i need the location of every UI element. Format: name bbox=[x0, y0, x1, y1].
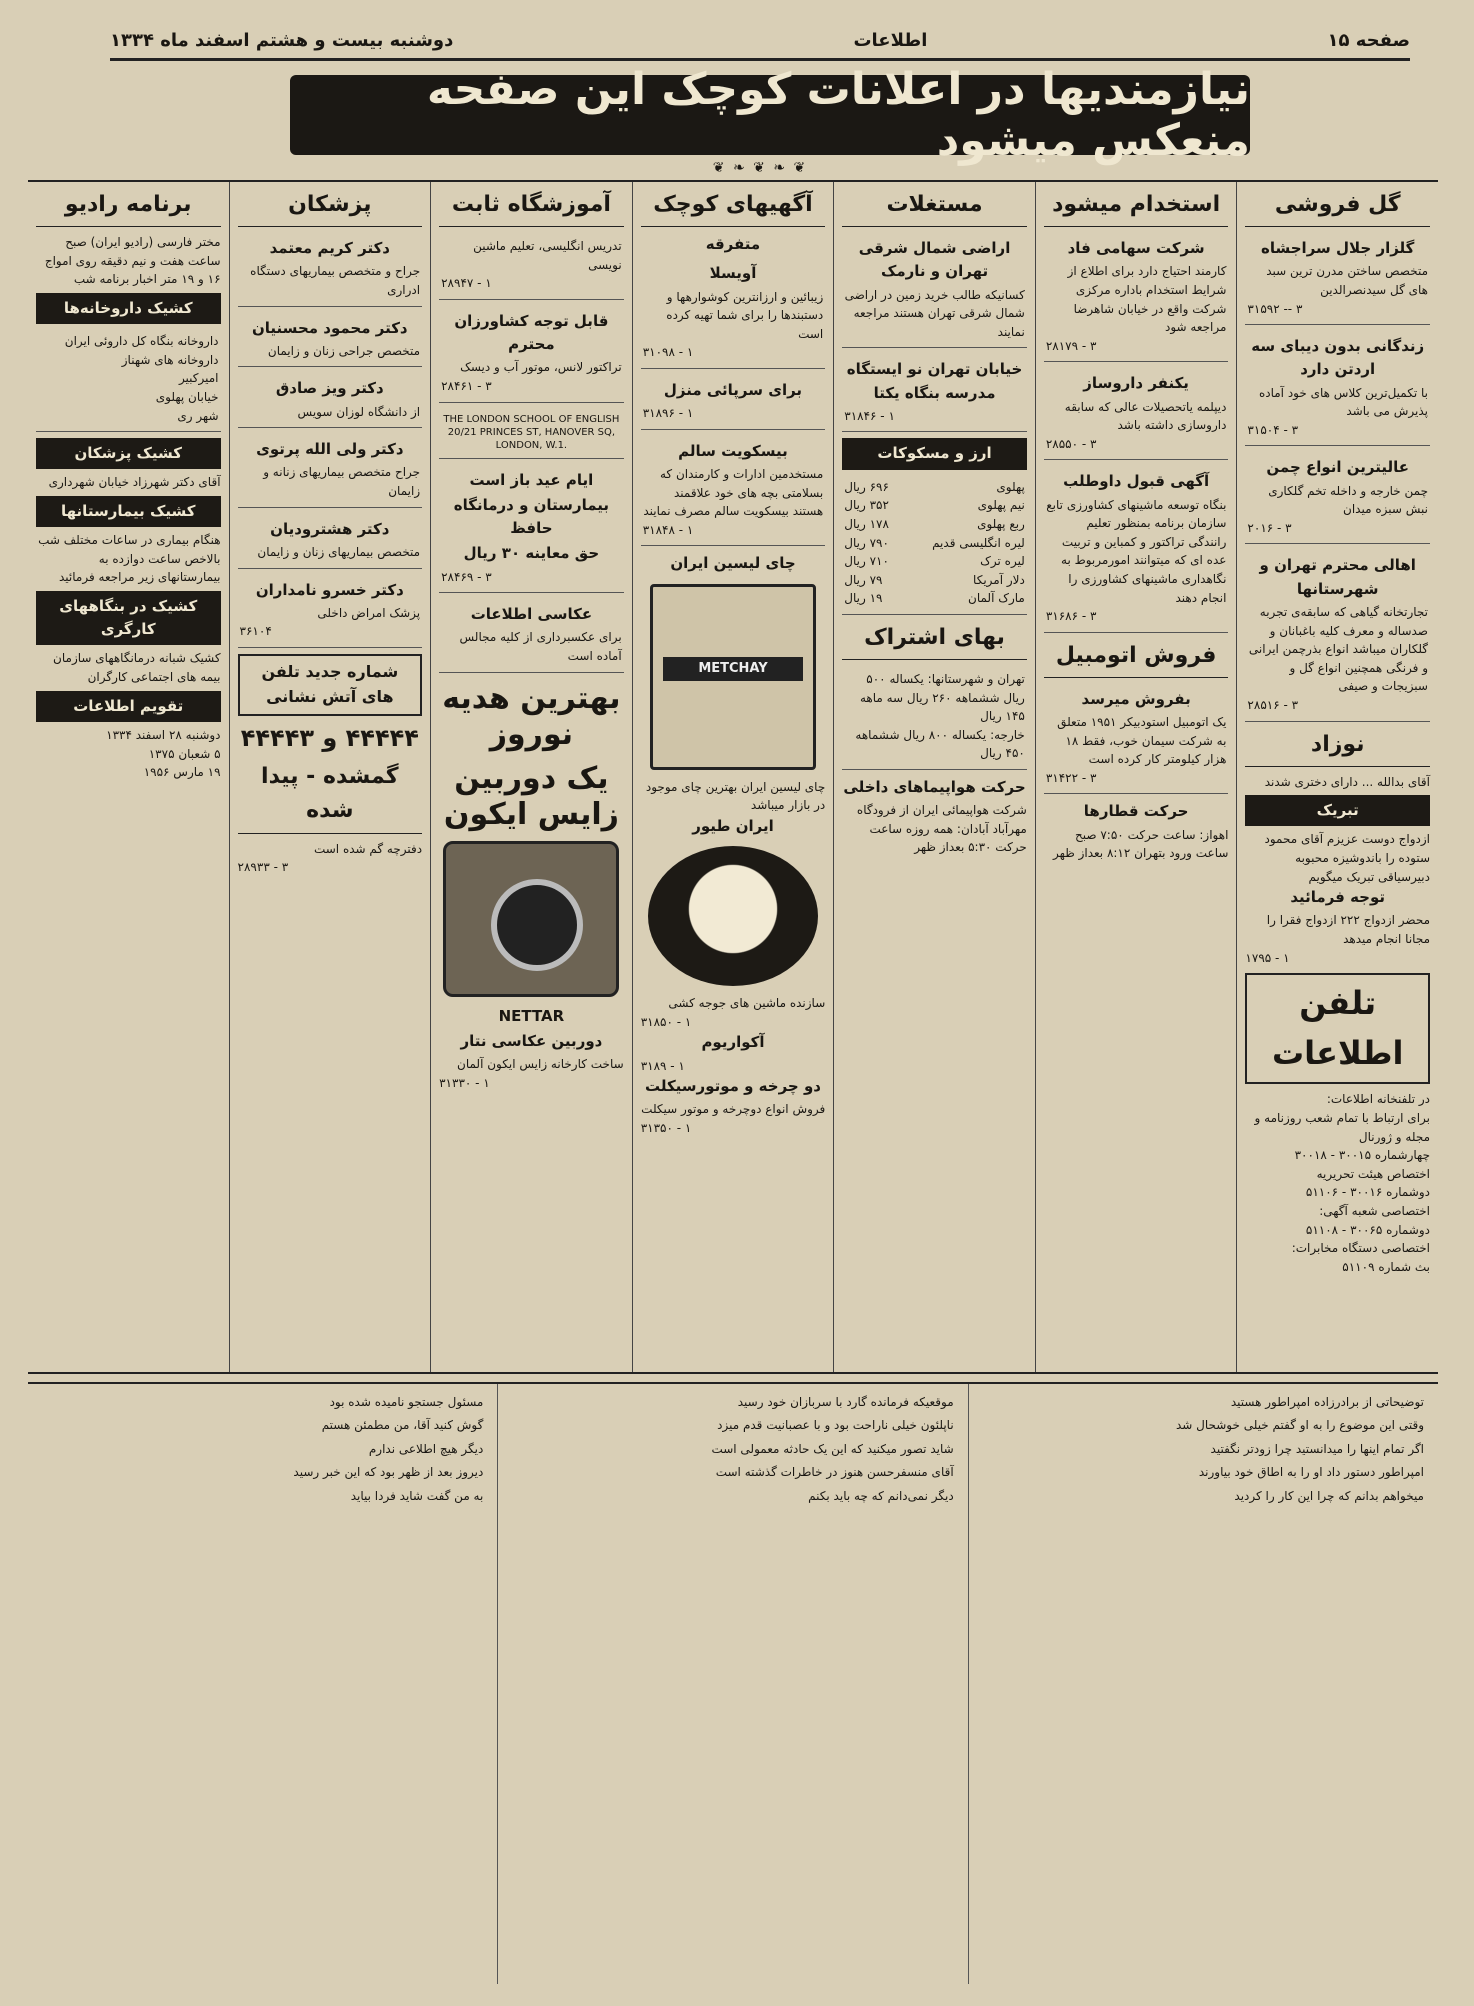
ad-item bbox=[238, 373, 423, 428]
camera-lens bbox=[491, 879, 583, 971]
labor-duty-title: کشیک در بنگاههای کارگری bbox=[36, 591, 221, 646]
price-value: ۷۱۰ ریال bbox=[844, 554, 889, 569]
london-title: THE LONDON SCHOOL OF ENGLISH bbox=[443, 413, 620, 425]
story-line: مسئول جستجو نامیده شده بود bbox=[329, 1395, 484, 1409]
ad-body: تراکتور لانس، موتور آب و دیسک bbox=[460, 360, 622, 375]
ad-item bbox=[842, 354, 1027, 432]
ad-body: با تکمیل‌ترین کلاس های خود آماده پذیرش می باشد bbox=[1258, 385, 1428, 419]
ornament-divider: ❦ ❧ ❦ ❧ ❦ bbox=[712, 160, 808, 176]
column-title: آموزشگاه ثابت bbox=[439, 188, 624, 227]
hospital-fee: حق معاینه ۳۰ ریال bbox=[463, 544, 600, 563]
ad-title: یکنفر داروساز bbox=[1083, 374, 1189, 393]
ad-title: دکتر ویز صادق bbox=[275, 379, 384, 398]
story-line: آقای منسفرحسن هنوز در خاطرات گذشته است bbox=[715, 1465, 954, 1480]
ad-body: متخصص جراحی زنان و زایمان bbox=[267, 343, 421, 358]
camera-ad-code: ۳۱۳۳۰ - ۱ bbox=[439, 1075, 490, 1090]
pharmacy-list bbox=[36, 328, 221, 432]
phone-line: اختصاصی شعبه آگهی: bbox=[1319, 1204, 1430, 1218]
lost-found-title: گمشده - پیدا شده bbox=[238, 760, 423, 833]
pharmacy-item: خیابان پهلوی bbox=[155, 389, 219, 404]
bikes-code: ۳۱۳۵۰ - ۱ bbox=[640, 1121, 692, 1135]
story-line: اگر تمام اینها را میدانستید چرا زودتر نگفتید bbox=[1210, 1441, 1424, 1456]
ad-item bbox=[641, 258, 826, 369]
story-line: ناپلئون خیلی ناراحت بود و با عصبانیت قدم میزد bbox=[717, 1418, 954, 1433]
hospital-code: ۲۸۴۶۹ - ۳ bbox=[441, 569, 492, 584]
ad-title: دکتر هشترودیان bbox=[270, 519, 390, 538]
trains-title: حرکت قطارها bbox=[1083, 802, 1189, 821]
pharmacy-item: داروخانه بنگاه کل داروئی ایران bbox=[64, 334, 219, 349]
ad-code: ۳۱۵۰۴ - ۳ bbox=[1247, 422, 1299, 437]
price-label: لیره ترک bbox=[980, 554, 1025, 569]
ad-body: جراح متخصص بیماریهای زنانه و زایمان bbox=[263, 465, 421, 499]
ad-title: بیسکویت سالم bbox=[678, 441, 788, 460]
ad-body: متخصص ساختن مدرن ترین سبد های گل سیدنصرالدین bbox=[1266, 264, 1428, 297]
ad-code: ۳۱۵۹۲ -- ۳ bbox=[1247, 301, 1303, 316]
ad-title: گلزار جلال سراجشاه bbox=[1261, 239, 1415, 258]
trains-body: اهواز: ساعت حرکت ۷:۵۰ صبح ساعت ورود بتهران ۸:۱۲ بعداز ظهر bbox=[1053, 827, 1229, 861]
story-line: به من گفت شاید فردا بیاید bbox=[350, 1488, 484, 1503]
phone-title: تلفن اطلاعات bbox=[1245, 973, 1430, 1084]
photo-title: عکاسی اطلاعات bbox=[470, 605, 593, 624]
ad-code: ۳۱۸۴۶ - ۱ bbox=[844, 408, 895, 423]
auto-title: فروش اتومبیل bbox=[1044, 639, 1229, 678]
flights-title: حرکت هواپیماهای داخلی bbox=[843, 777, 1026, 796]
ad-title: بفروش میرسد bbox=[1081, 689, 1191, 708]
ad-body: زیبائین و ارزانترین کوشوارهها و دستبندها را برای شما تهیه کرده است bbox=[666, 289, 824, 341]
phone-line: برای ارتباط با تمام شعب روزنامه و مجله و ژورنال bbox=[1254, 1111, 1430, 1144]
tea-label: METCHAY bbox=[663, 657, 803, 681]
ad-item bbox=[1044, 684, 1229, 795]
photo-body: برای عکسبرداری از کلیه مجالس آماده است bbox=[459, 630, 622, 663]
paper-name: اطلاعات bbox=[853, 29, 928, 51]
camera-image bbox=[443, 841, 619, 997]
ad-item bbox=[1245, 550, 1430, 721]
ad-item bbox=[641, 375, 826, 430]
phone-line: اختصاص هیئت تحریریه bbox=[1316, 1166, 1430, 1181]
tabrik-title: تبریک bbox=[1245, 795, 1430, 826]
nozad-body: آقای بدالله ... دارای دختری شدند bbox=[1264, 774, 1430, 789]
london-address: 20/21 PRINCES ST, HANOVER SQ, LONDON, W.1. bbox=[447, 426, 616, 451]
story-column-left bbox=[28, 1384, 497, 1984]
hospital-duty-body: هنگام بیماری در ساعات مختلف شب بالاخص ساعت دوازده به بیمارستانهای زیر مراجعه فرمائید bbox=[38, 533, 221, 585]
ad-code: ۲۸۴۶۱ - ۳ bbox=[441, 378, 492, 393]
ad-body: پزشک امراض داخلی bbox=[317, 605, 421, 620]
ad-title: برای سرپائی منزل bbox=[663, 380, 803, 399]
fire-phone-numbers: ۴۴۴۴۴ و ۴۴۴۴۳ bbox=[240, 723, 419, 752]
ad-item bbox=[1245, 452, 1430, 544]
column-doctors bbox=[229, 182, 431, 1372]
price-row bbox=[844, 478, 1025, 497]
london-school-ad bbox=[439, 409, 624, 459]
flights-body: شرکت هواپیمائی ایران از فرودگاه مهرآباد آبادان: همه روزه ساعت حرکت ۵:۳۰ بعداز ظهر bbox=[856, 803, 1027, 855]
pharmacy-item: داروخانه های شهناز bbox=[121, 352, 219, 367]
column-title: مستغلات bbox=[842, 188, 1027, 227]
nozad-title: نوزاد bbox=[1245, 728, 1430, 767]
subscription-domestic: تهران و شهرستانها: یکساله ۵۰۰ ریال ششماهه ۲۶۰ ریال سه ماهه ۱۴۵ ریال bbox=[859, 671, 1025, 724]
price-value: ۱۹ ریال bbox=[844, 591, 883, 606]
bikes-title: دو چرخه و موتورسیکلت bbox=[644, 1077, 821, 1096]
doctors-duty-title: کشیک پزشکان bbox=[36, 438, 221, 469]
ad-code: ۳۱۸۴۸ - ۱ bbox=[642, 522, 694, 537]
story-line: امپراطور دستور داد او را به اطاق خود بیاورند bbox=[1198, 1465, 1424, 1480]
ad-code: ۲۰۱۶ - ۳ bbox=[1247, 520, 1292, 535]
story-line: میخواهم بدانم که چرا این کار را کردید bbox=[1234, 1488, 1424, 1503]
ad-item bbox=[1044, 466, 1229, 632]
ad-title: اهالی محترم تهران و شهرستانها bbox=[1259, 556, 1416, 598]
aquarium-title: آکواریوم bbox=[701, 1033, 765, 1052]
price-row bbox=[844, 571, 1025, 590]
ad-body: کارمند احتیاج دارد برای اطلاع از شرایط استخدام باداره مرکزی شرکت واقع در خیابان شاهرضا مراجعه شود bbox=[1067, 264, 1227, 335]
ad-body: یک اتومبیل استودبیکر ۱۹۵۱ متعلق به شرکت سیمان خوب، فقط ۱۸ هزار کیلومتر کار کرده است bbox=[1057, 715, 1227, 767]
ad-body: تجارتخانه گیاهی که سابقه‌ی تجربه صدساله و معرف کلیه باغبانان و گلکاران میباشد انواع بذرچمن ایرانی و فرنگی همچنین انواع گل و سبزیجات و صیفی bbox=[1248, 604, 1428, 694]
calendar-line: ۵ شعبان ۱۳۷۵ bbox=[148, 746, 221, 761]
price-row bbox=[844, 552, 1025, 571]
tea-brand: چای لیسین ایران bbox=[670, 554, 796, 573]
ad-item bbox=[238, 514, 423, 569]
radio-body: مختر فارسی (رادیو ایران) صبح ساعت هفت و نیم دقیقه روی امواج ۱۶ و ۱۹ متر اخبار برنامه شب bbox=[44, 235, 221, 287]
ad-body: مستخدمین ادارات و کارمندان که بسلامتی بچه های خود علاقمند هستند بیسکویت سالم مصرف نمایند bbox=[643, 467, 824, 519]
phone-line: در تلفنخانه اطلاعات: bbox=[1326, 1092, 1430, 1107]
ad-body: کسانیکه طالب خرید زمین در اراضی شمال شرقی تهران هستند مراجعه نمایند bbox=[844, 287, 1025, 339]
bikes-body: فروش انواع دوچرخه و موتور سیکلت bbox=[641, 1102, 826, 1117]
prices-title: ارز و مسکوکات bbox=[842, 438, 1027, 469]
phone-list bbox=[1245, 1090, 1430, 1276]
column-title: پزشکان bbox=[238, 188, 423, 227]
ad-code: ۳۶۱۰۴ bbox=[239, 624, 272, 639]
ad-item bbox=[439, 306, 624, 403]
ad-title: شرکت سهامی فاد bbox=[1067, 239, 1205, 258]
column-employment bbox=[1035, 182, 1237, 1372]
camera-brand: NETTAR bbox=[498, 1006, 565, 1025]
rooster-logo-image bbox=[648, 846, 818, 986]
classifieds-banner bbox=[290, 64, 1250, 166]
story-column-middle bbox=[497, 1384, 967, 1984]
phone-line: بث شماره ۵۱۱۰۹ bbox=[1342, 1259, 1430, 1274]
ad-item bbox=[1044, 368, 1229, 460]
nowruz-subtitle: یک دوربین زایس ایکون bbox=[443, 760, 619, 832]
price-value: ۷۹۰ ریال bbox=[844, 535, 889, 550]
ad-title: دکتر کریم معتمد bbox=[269, 239, 390, 258]
lost-found-code: ۲۸۹۳۳ - ۳ bbox=[237, 860, 289, 875]
ad-title: دکتر خسرو نامداران bbox=[255, 580, 404, 599]
ad-body: تدریس انگلیسی، تعلیم ماشین نویسی bbox=[473, 239, 622, 272]
ad-code: ۲۸۱۷۹ - ۳ bbox=[1045, 338, 1097, 353]
ad-body: چمن خارجه و داخله تخم گلکاری نبش سبزه میدان bbox=[1268, 483, 1428, 517]
ad-title: آویسلا bbox=[709, 264, 757, 283]
ad-title: عالیترین انواع چمن bbox=[1266, 458, 1410, 477]
price-list bbox=[842, 474, 1027, 615]
price-label: دلار آمریکا bbox=[973, 572, 1025, 587]
story-line: دیگر نمی‌دانم که چه باید بکنم bbox=[808, 1488, 954, 1503]
labor-duty-body: کشیک شبانه درمانگاههای سازمان بیمه های اجتماعی کارگران bbox=[53, 651, 221, 685]
column-title: آگهیهای کوچک bbox=[641, 188, 826, 227]
price-value: ۳۵۲ ریال bbox=[844, 498, 889, 513]
column-flowers bbox=[1236, 182, 1438, 1372]
ad-item bbox=[641, 436, 826, 547]
ad-body: بنگاه توسعه ماشینهای کشاورزی تابع سازمان برنامه بمنظور تعلیم رانندگی تراکتور و کمباین و تربیت عده ای که میتوانند امورمربوط به نگاهداری ماشینهای کشاورزی را انجام دهند bbox=[1046, 497, 1227, 605]
ad-title: آگهی قبول داوطلب bbox=[1063, 472, 1210, 491]
phone-line: دوشماره ۳۰۰۶۵ - ۵۱۱۰۸ bbox=[1305, 1222, 1430, 1237]
story-line: وقتی این موضوع را به او گفتم خیلی خوشحال شد bbox=[1175, 1418, 1424, 1433]
price-row bbox=[844, 496, 1025, 515]
ad-body: دیپلمه یاتحصیلات عالی که سابقه داروسازی داشته باشد bbox=[1064, 399, 1227, 433]
camera-ad-title: دوربین عکاسی نتار bbox=[460, 1031, 603, 1050]
price-value: ۷۹ ریال bbox=[844, 572, 883, 587]
column-title: استخدام میشود bbox=[1044, 188, 1229, 227]
ad-title: خیابان تهران نو ایستگاه مدرسه بنگاه یکتا bbox=[846, 360, 1023, 402]
notice-title: توجه فرمائید bbox=[1290, 888, 1386, 907]
ad-title: دکتر ولی الله پرتوی bbox=[256, 440, 404, 459]
price-value: ۶۹۶ ریال bbox=[844, 479, 889, 494]
story-column-right bbox=[968, 1384, 1438, 1984]
tea-body: چای لیسین ایران بهترین چای موجود در بازار میباشد bbox=[645, 779, 826, 813]
subscription-title: بهای اشتراک bbox=[842, 621, 1027, 660]
column-subtitle: متفرقه bbox=[705, 235, 761, 254]
ad-body: از دانشگاه لوزان سویس bbox=[297, 404, 421, 419]
doctors-duty-body: آقای دکتر شهرزاد خیابان شهرداری bbox=[48, 475, 221, 490]
calendar-line: ۱۹ مارس ۱۹۵۶ bbox=[143, 765, 221, 780]
ad-item bbox=[842, 233, 1027, 348]
rooster-body: سازنده ماشین های جوجه کشی bbox=[668, 996, 826, 1011]
price-row bbox=[844, 589, 1025, 608]
page-header bbox=[110, 22, 1410, 61]
nowruz-title: بهترین هدیه نوروز bbox=[442, 680, 621, 752]
ad-item bbox=[1245, 233, 1430, 325]
tabrik-body: ازدواج دوست عزیزم آقای محمود ستوده را باندوشیزه محبوبه دبیرسیاقی تبریک میگویم bbox=[1264, 832, 1430, 884]
camera-ad-body: ساخت کارخانه زایس ایکون آلمان bbox=[457, 1057, 624, 1072]
story-line: دیروز بعد از ظهر بود که این خبر رسید bbox=[293, 1465, 484, 1480]
ad-body: متخصص بیماریهای زنان و زایمان bbox=[257, 544, 421, 559]
ad-code: ۲۸۹۴۷ - ۱ bbox=[441, 276, 492, 291]
calendar-line: دوشنبه ۲۸ اسفند ۱۳۳۴ bbox=[106, 727, 221, 742]
story-line: گوش کنید آقا، من مطمئن هستم bbox=[321, 1418, 484, 1433]
story-line: توضیحاتی از برادرزاده امپراطور هستید bbox=[1230, 1395, 1424, 1409]
aquarium-code: ۳۱۸۹ - ۱ bbox=[640, 1058, 685, 1073]
price-label: پهلوی bbox=[996, 479, 1025, 494]
price-label: ربع پهلوی bbox=[977, 516, 1025, 531]
ad-item bbox=[439, 233, 624, 300]
photo-ad bbox=[439, 599, 624, 672]
subscription-info bbox=[842, 666, 1027, 770]
ad-title: اراضی شمال شرقی تهران و نارمک bbox=[858, 239, 1011, 281]
price-value: ۱۷۸ ریال bbox=[844, 516, 889, 531]
page-number: صفحه ۱۵ bbox=[1327, 29, 1410, 51]
ad-title: قابل توجه کشاورزان محترم bbox=[454, 311, 609, 354]
ad-code: ۲۸۵۱۶ - ۳ bbox=[1247, 697, 1299, 712]
ad-code: ۳۱۶۸۶ - ۳ bbox=[1045, 609, 1097, 624]
ad-code: ۳۱۰۹۸ - ۱ bbox=[642, 345, 694, 360]
hospital-name: بیمارستان و درمانگاه حافظ bbox=[453, 495, 610, 538]
column-radio bbox=[28, 182, 229, 1372]
banner-text: نیازمندیها در اعلانات کوچک این صفحه منعکس میشود bbox=[426, 64, 1250, 166]
price-label: لیره انگلیسی قدیم bbox=[932, 535, 1025, 550]
ad-body: جراح و متخصص بیماریهای دستگاه ادراری bbox=[250, 264, 421, 297]
ad-item bbox=[238, 575, 423, 648]
phone-line: چهارشماره ۳۰۰۱۵ - ۳۰۰۱۸ bbox=[1294, 1148, 1430, 1163]
column-title: گل فروشی bbox=[1245, 188, 1430, 227]
column-title: برنامه رادیو bbox=[36, 188, 221, 227]
ad-code: ۲۸۵۵۰ - ۳ bbox=[1045, 436, 1097, 451]
serial-story bbox=[28, 1382, 1438, 1984]
lost-found-body: دفترچه گم شده است bbox=[313, 841, 423, 856]
hospital-duty-title: کشیک بیمارستانها bbox=[36, 496, 221, 527]
calendar-title: تقویم اطلاعات bbox=[36, 691, 221, 722]
ad-item bbox=[238, 434, 423, 507]
ad-item bbox=[238, 233, 423, 306]
ad-item bbox=[1044, 233, 1229, 362]
rooster-caption: ایران طیور bbox=[692, 816, 774, 835]
price-row bbox=[844, 534, 1025, 553]
issue-date: دوشنبه بیست و هشتم اسفند ماه ۱۳۳۴ bbox=[110, 29, 454, 51]
pharmacy-item: شهر ری bbox=[177, 408, 219, 423]
ad-code: ۳۱۸۹۶ - ۱ bbox=[642, 406, 694, 421]
price-label: مارک آلمان bbox=[968, 591, 1025, 606]
column-rentals bbox=[833, 182, 1035, 1372]
ad-title: دکتر محمود محسنیان bbox=[252, 318, 408, 337]
ad-code: ۳۱۴۲۲ - ۳ bbox=[1045, 770, 1097, 785]
pharmacy-title: کشیک داروخانه‌ها bbox=[36, 293, 221, 324]
story-line: موقعیکه فرمانده گارد با سربازان خود رسید bbox=[737, 1395, 954, 1409]
classifieds-columns bbox=[28, 180, 1438, 1374]
story-line: شاید تصور میکنید که این یک حادثه معمولی است bbox=[711, 1441, 954, 1456]
rooster-code: ۳۱۸۵۰ - ۱ bbox=[640, 1014, 692, 1029]
phone-line: دوشماره ۳۰۰۱۶ - ۵۱۱۰۶ bbox=[1305, 1185, 1430, 1200]
hospital-title: ایام عید باز است bbox=[469, 470, 594, 489]
column-schools bbox=[430, 182, 632, 1372]
ad-title: زندگانی بدون دیبای سه اردتن دارد bbox=[1251, 337, 1425, 379]
notice-body: محضر ازدواج ۲۲۲ ازدواج فقرا را مجانا انجام میدهد bbox=[1266, 913, 1430, 947]
ad-item bbox=[238, 313, 423, 368]
phone-line: اختصاصی دستگاه مخابرات: bbox=[1291, 1241, 1430, 1256]
fire-phone-title: شماره جدید تلفن های آتش نشانی bbox=[238, 654, 423, 716]
pharmacy-item: امیرکبیر bbox=[178, 371, 219, 386]
price-row bbox=[844, 515, 1025, 534]
price-label: نیم پهلوی bbox=[977, 498, 1025, 513]
tea-package-image bbox=[650, 584, 816, 770]
hospital-ad bbox=[439, 465, 624, 594]
notice-code: ۱۷۹۵ - ۱ bbox=[1245, 950, 1290, 965]
subscription-foreign: خارجه: یکساله ۸۰۰ ریال ششماهه ۴۵۰ ریال bbox=[855, 727, 1025, 761]
column-small-ads bbox=[632, 182, 834, 1372]
ad-item bbox=[1245, 331, 1430, 446]
story-line: دیگر هیچ اطلاعی ندارم bbox=[368, 1441, 484, 1456]
